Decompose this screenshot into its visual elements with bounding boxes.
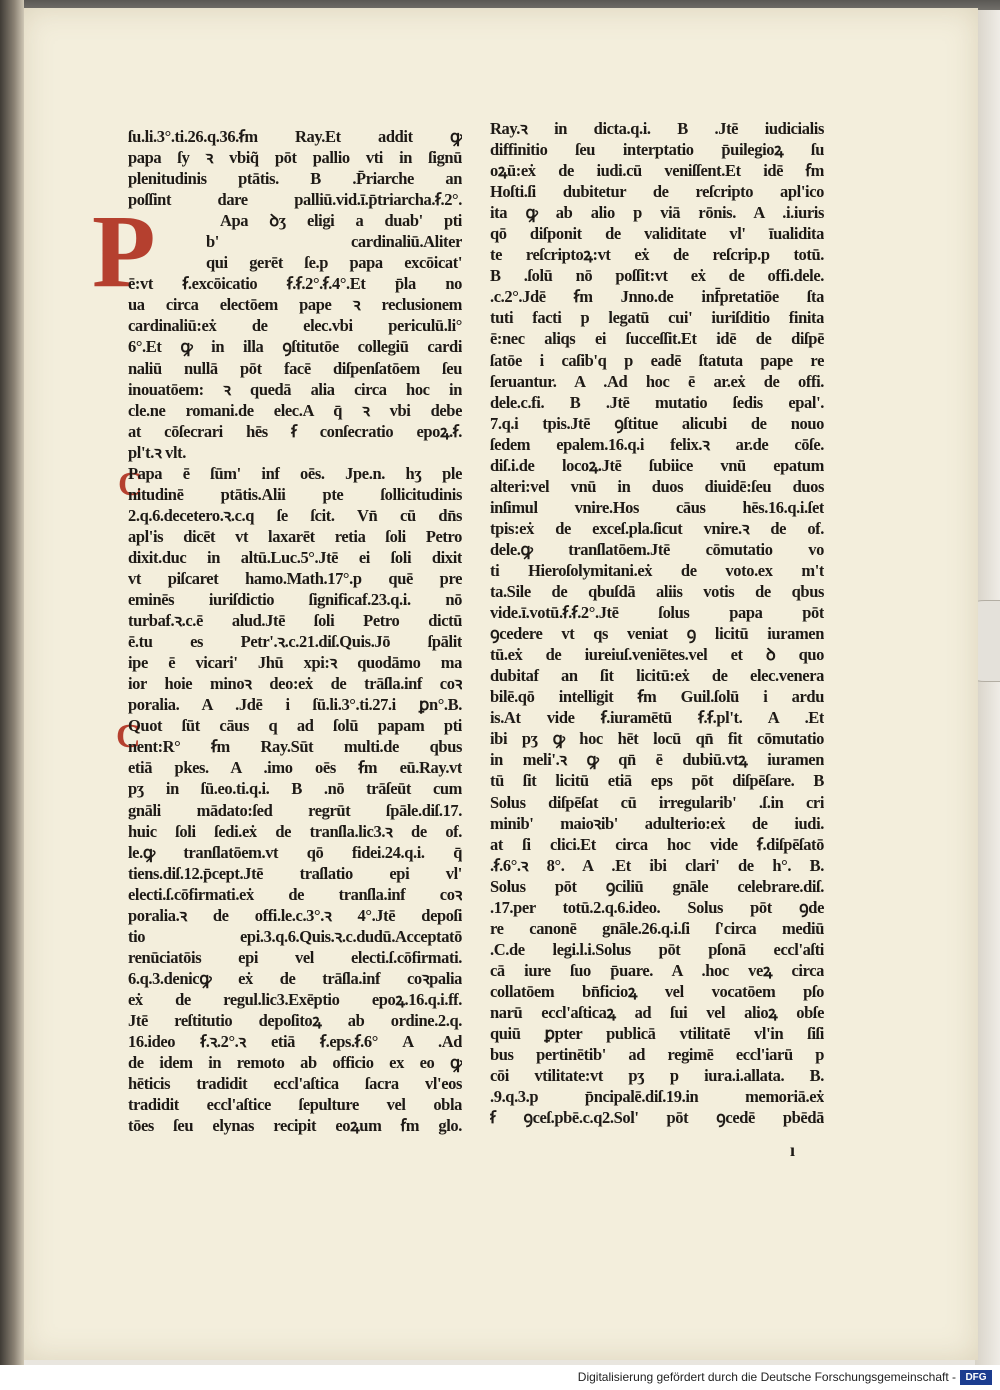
- text-line: ſu.li.3°.ti.26.q.36.ẜm Ray.Et addit ꝙ: [128, 127, 462, 146]
- text-line: papa ſy ꝛ vbiq̃ pōt pallio vti in ſignū: [128, 148, 462, 168]
- text-line: ſeruantur. A .Ad hoc ē ar.eẋ de offi.: [490, 371, 824, 391]
- text-line: cle.ne romani.de elec.A q̄ ꝛ vbi debe: [128, 400, 462, 420]
- text-line: naliū nullā pōt facē diſpenſatōem ſeu: [128, 358, 462, 378]
- text-line: tradidit eccl'aſtice ſepulture vel obla: [128, 1095, 462, 1115]
- text-line: .c.2°.Jdē ẜm Jnno.de inf̄pretatiōe ſta: [490, 287, 824, 307]
- text-line: pl't.ꝛ vlt.: [128, 442, 186, 462]
- text-line: ẜ ꝯceſ.pbē.c.q2.Sol' pōt ꝯcedē pbēdā: [490, 1108, 824, 1128]
- text-line: pʒ in ſū.eo.ti.q.i. B .nō trāſeūt cum: [128, 779, 462, 799]
- text-line: ita ꝙ ab alio p viā rōnis. A .i.iuris: [490, 203, 824, 223]
- text-line: etiā pkes. A .imo oēs ẜm eū.Ray.vt: [128, 758, 462, 778]
- text-line: .9.q.3.p p̄ncipalē.diſ.19.in memoriā.eẋ: [490, 1087, 824, 1107]
- text-line: poralia.ꝛ de offi.le.c.3°.ꝛ 4°.Jtē depoſi: [128, 905, 462, 925]
- text-line: 6°.Et ꝙ in illa ꝯſtitutōe collegiū cardi: [128, 337, 462, 357]
- book-spine: [0, 0, 24, 1365]
- text-line: plenitudinis ptātis. B .P̄riarche an: [128, 169, 462, 189]
- text-line: B .ſolū nō poſſit:vt eẋ de offi.dele.: [490, 266, 824, 286]
- text-line: de idem in remoto ab officio ex eo ꝙ: [128, 1053, 462, 1073]
- text-line: dubitaf an ſit licitū:eẋ de elec.venera: [490, 666, 824, 686]
- text-line: electi.ſ.cōfirmati.eẋ de tranſla.inf coꝛ: [128, 884, 462, 904]
- text-line: narū eccl'aſticaꝝ ad ſui vel alioꝝ obſe: [490, 1002, 824, 1022]
- text-line: eminēs iuriſdictio ſignificaf.23.q.i. nō: [128, 590, 462, 610]
- text-line: cardinaliū:eẋ de elec.vbi periculū.li°: [128, 316, 462, 336]
- text-line: cā iure ſuo p̄uare. A .hoc veꝝ circa: [490, 960, 824, 980]
- text-line: inſimul vnire.Hos cāus hēs.16.q.i.ſet: [490, 497, 824, 517]
- left-text-column: [128, 126, 462, 1136]
- text-line: .17.per totū.2.q.6.ideo. Solus pōt ꝯde: [490, 897, 824, 917]
- text-line: gnāli mādato:ſed regrūt ſpāle.diſ.17.: [128, 800, 462, 820]
- text-line: qui gerēt ſe.p papa excōicat': [206, 253, 462, 273]
- text-line: 16.ideo ẜ.ꝛ.2°.ꝛ etiā ẜ.eps.ẜ.6° A .Ad: [128, 1032, 462, 1052]
- text-line: huic ſoli ſedi.eẋ de tranſla.lic3.ꝛ de of.: [128, 821, 462, 841]
- text-line: dele.c.fi. B .Jtē mutatio ſedis epal'.: [490, 392, 824, 412]
- text-line: bilē.qō intelligit ẜm Guil.ſolū i ardu: [490, 687, 824, 707]
- text-line: ti Hieroſolymitani.eẋ de voto.ex m't: [490, 560, 824, 580]
- right-text-column: [490, 118, 824, 1128]
- text-line: renūciatōis epi vel electi.ſ.cōfirmati.: [128, 947, 462, 967]
- text-line: .C.de legi.l.i.Solus pōt pſonā eccl'aſti: [490, 939, 824, 959]
- text-line: ibi pʒ ꝙ hoc hēt locū qn̄ fit cōmutatio: [490, 729, 824, 749]
- text-line: vt piſcaret hamo.Math.17°.p quē pre: [128, 568, 462, 588]
- text-line: qō diſponit de validitate vl' īualidita: [490, 224, 824, 244]
- text-line: dixit.duc in altū.Luc.5°.Jtē ei ſoli dixit: [128, 547, 462, 567]
- funding-notice: Digitalisierung gefördert durch die Deutsche Forschungsgemeinschaft -: [577, 1370, 956, 1384]
- text-line: apl'is dicēt vt laxarēt retia ſoli Petro: [128, 526, 462, 546]
- text-line: Jtē reſtitutio depoſitoꝝ ab ordine.2.q.: [128, 1010, 462, 1030]
- text-line: hēticis tradidit eccl'aſtica ſacra vl'eos: [128, 1074, 462, 1094]
- text-line: b' cardinaliū.Aliter: [206, 232, 462, 252]
- text-line: ꝯcedere vt qs veniat ꝯ licitū iuramen: [490, 624, 824, 644]
- text-line: tuti facti p legatū cui' iuriſditio finita: [490, 308, 824, 328]
- text-line: dele.ꝙ tranſlatōem.Jtē cōmutatio vo: [490, 539, 824, 559]
- text-line: Quot ſūt cāus q ad ſolū papam pti: [128, 716, 462, 736]
- text-line: le.ꝙ tranſlatōem.vt qō fidei.24.q.i. q̄: [128, 842, 462, 862]
- text-line: tio epi.3.q.6.Quis.ꝛ.c.dudū.Acceptatō: [128, 926, 462, 946]
- text-line: tiens.diſ.12.p̄cept.Jtē traſlatio epi vl': [128, 863, 462, 883]
- text-line: Papa ē ſūm' inf oēs. Jpe.n. hʒ ple: [128, 463, 462, 483]
- text-line: in meli'.ꝛ ꝙ qn̄ ē dubiū.vtꝝ iuramen: [490, 750, 824, 770]
- text-line: ſedem epalem.16.q.i felix.ꝛ ar.de cōſe.: [490, 434, 824, 454]
- text-line: tū.eẋ de iureiuſ.veniētes.vel et ꝺ quo: [490, 645, 824, 665]
- text-line: ē.tu es Petr'.ꝛ.c.21.diſ.Quis.Jō ſpālit: [128, 632, 462, 652]
- text-line: at ſi clici.Et circa hoc vide ẜ.diſpēſatō: [490, 834, 824, 854]
- text-line: collatōem bn̄ficioꝝ vel vocatōem pſo: [490, 981, 824, 1001]
- red-paragraph-mark: C: [118, 466, 143, 503]
- text-line: ior hoie minoꝛ deo:eẋ de trāſla.inf coꝛ: [128, 674, 462, 694]
- text-line: .ẜ.6°.ꝛ 8°. A .Et ibi clari' de h°. B.: [490, 855, 824, 875]
- catchword: ı: [790, 1140, 796, 1160]
- text-line: ē:nec aliqs ei ſucceſſit.Et idē de diſpē: [490, 329, 824, 349]
- text-line: 7.q.i tpis.Jtē ꝯſtitue alicubi de nouo: [490, 413, 824, 433]
- text-line: re canonē gnāle.26.q.i.ſi ſ'circa mediū: [490, 918, 824, 938]
- page-right-edge: [975, 10, 1000, 1365]
- text-line: eẋ de regul.lic3.Exēptio epoꝝ.16.q.i.ff.: [128, 989, 462, 1009]
- text-line: inouatōem: ꝛ quedā alia circa hoc in: [128, 379, 462, 399]
- text-line: nitudinē ptātis.Alii pte ſollicitudinis: [128, 484, 462, 504]
- red-paragraph-mark: C: [116, 718, 141, 755]
- text-line: vide.ī.votū.ẜ.ẜ.2°.Jtē ſolus papa pōt: [490, 603, 824, 623]
- text-line: ſatōe i caſib'q p eadē ſtatuta pape re: [490, 350, 824, 370]
- text-line: turbaf.ꝛ.c.ē alud.Jtē ſoli Petro dictū: [128, 611, 462, 631]
- text-line: ē:vt ẜ.excōicatio ẜ.ẜ.2°.ẜ.4°.Et p̄la no: [128, 274, 462, 294]
- text-line: 2.q.6.decetero.ꝛ.c.q ſe ſcit. Vn̄ cū dn̄s: [128, 505, 462, 525]
- red-initial-letter: P: [92, 194, 156, 309]
- text-line: 6.q.3.denicꝙ eẋ de trāſla.inf coꝛpalia: [128, 968, 462, 988]
- text-line: diſ.i.de locoꝝ.Jtē ſubiice vnū epatum: [490, 455, 824, 475]
- text-line: diffinitio ſeu interptatio p̄uilegioꝝ ſu: [490, 140, 824, 160]
- text-line: ta.Sile de qbuſdā aliis votis de qbus: [490, 582, 824, 602]
- text-line: Solus diſpēſat cū irregularib' .ſ.in cri: [490, 792, 824, 812]
- text-line: Solus pōt ꝯciliū gnāle celebrare.diſ.: [490, 876, 824, 896]
- text-line: ipe ē vicari' Jhū xpi:ꝛ quodāmo ma: [128, 653, 462, 673]
- text-line: te reſcriptoꝝ:vt eẋ de reſcrip.p totū.: [490, 245, 824, 265]
- text-line: tpis:eẋ de exceſ.pla.ſicut vnire.ꝛ de of.: [490, 518, 824, 538]
- text-line: bus pertinētib' ad regimē eccl'iarū p: [490, 1045, 824, 1065]
- text-line: nent:R° ẜm Ray.Sūt multi.de qbus: [128, 737, 462, 757]
- text-line: Apa ꝺʒ eligi a duab' pti: [220, 211, 462, 231]
- text-line: quiū ꝑpter publicā vtilitatē vl'in ſiſi: [490, 1024, 824, 1044]
- text-line: cōi vtilitate:vt pʒ p iura.i.allata. B.: [490, 1066, 824, 1086]
- text-line: alteri:vel vnū in duos diuidē:ſeu duos: [490, 476, 824, 496]
- text-line: ua circa electōem pape ꝛ reclusionem: [128, 295, 462, 315]
- text-line: at cōſecrari hēs ẜ conſecratio epoꝝ.ẜ.: [128, 421, 462, 441]
- text-line: poralia. A .Jdē i ſū.li.3°.ti.27.i ꝑn°.B.: [128, 695, 462, 715]
- text-line: is.At vide ẜ.iuramētū ẜ.ẜ.pl't. A .Et: [490, 708, 824, 728]
- text-line: poſſint dare palliū.vid.ī.p̄triarcha.ẜ.2°.: [128, 190, 462, 210]
- text-line: minib' maioꝛib' adulterio:eẋ de iudi.: [490, 813, 824, 833]
- text-line: Hoſti.ſi dubitetur de reſcripto apl'ico: [490, 182, 824, 202]
- text-line: tōes ſeu elynas recipit eoꝝum ẜm glo.: [128, 1116, 462, 1136]
- footer-bar: [0, 1365, 1000, 1390]
- text-line: oꝝū:eẋ de iudi.cū veniſſent.Et idē ẜm: [490, 161, 824, 181]
- text-line: tū ſit licitū etiā eps pōt diſpēſare. B: [490, 771, 824, 791]
- dfg-logo: DFG: [960, 1370, 992, 1385]
- text-line: Ray.ꝛ in dicta.q.i. B .Jtē iudicialis: [490, 119, 824, 138]
